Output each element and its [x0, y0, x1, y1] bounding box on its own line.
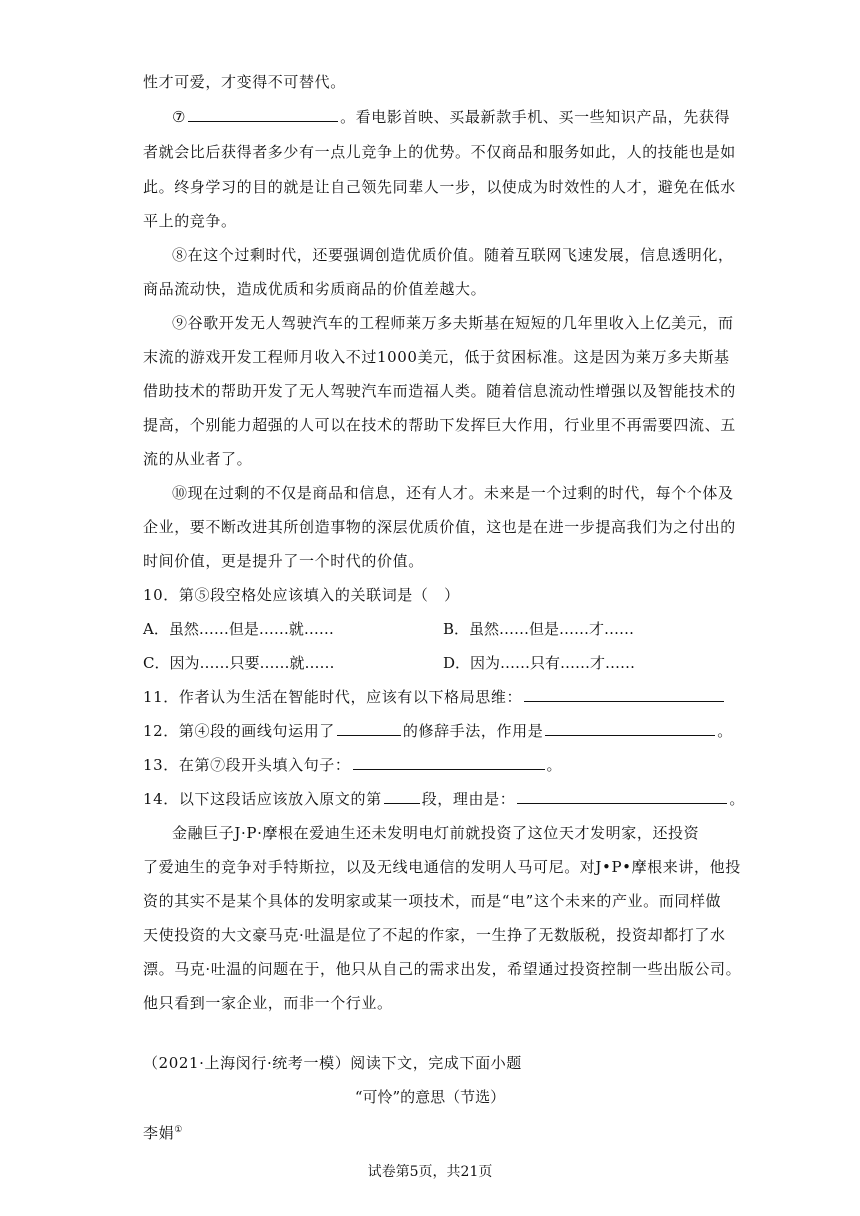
author-name: 李娟	[143, 1124, 175, 1142]
option-d[interactable]: D．因为……只有……才……	[443, 654, 636, 672]
answer-blank-q14-reason[interactable]	[517, 789, 727, 804]
paragraph-9-line-1: ⑨谷歌开发无人驾驶汽车的工程师莱万多夫斯基在短短的几年里收入上亿美元，而	[172, 314, 734, 332]
question-end: 。	[546, 756, 563, 774]
paragraph-8-line-1: ⑧在这个过剩时代，还要强调创造优质价值。随着互联网飞速发展，信息透明化，	[172, 246, 734, 264]
section-title: “可怜”的意思（节选）	[354, 1088, 506, 1106]
insert-passage-line-6: 他只看到一家企业，而非一个行业。	[143, 994, 393, 1012]
paragraph-7-line-2: 者就会比后获得者多少有一点儿竞争上的优势。不仅商品和服务如此，人的技能也是如	[143, 143, 736, 161]
question-text: 14．以下这段话应该放入原文的第	[143, 790, 382, 808]
option-b[interactable]: B．虽然……但是……才……	[443, 620, 635, 638]
section-author	[143, 1120, 183, 1143]
question-10: 10．第⑤段空格处应该填入的关联词是（ ）	[143, 586, 460, 604]
paragraph-7-line-4: 平上的竞争。	[143, 212, 237, 230]
answer-blank-q12-effect[interactable]	[545, 721, 715, 736]
insert-passage-line-5: 漂。马克·吐温的问题在于，他只从自己的需求出发，希望通过投资控制一些出版公司。	[143, 960, 742, 978]
paragraph-7-line-1	[172, 107, 730, 127]
paragraph-number: ⑦	[172, 108, 187, 126]
paragraph-9-line-3: 借助技术的帮助开发了无人驾驶汽车而造福人类。随着信息流动性增强以及智能技术的	[143, 382, 736, 400]
insert-passage-line-1: 金融巨子J·P·摩根在爱迪生还未发明电灯前就投资了这位天才发明家，还投资	[172, 824, 700, 842]
paragraph-text: 。看电影首映、买最新款手机、买一些知识产品，先获得	[340, 108, 731, 126]
option-c[interactable]: C．因为……只要……就……	[143, 654, 335, 672]
insert-passage-line-3: 资的其实不是某个具体的发明家或某一项技术，而是“电”这个未来的产业。而同样做	[143, 892, 722, 910]
question-13	[143, 755, 562, 775]
insert-passage-line-2: 了爱迪生的竞争对手特斯拉，以及无线电通信的发明人马可尼。对J•P•摩根来讲，他投	[143, 858, 741, 876]
paragraph-10-line-3: 时间价值，更是提升了一个时代的价值。	[143, 552, 424, 570]
option-a[interactable]: A．虽然……但是……就……	[143, 620, 334, 638]
insert-passage-line-4: 天使投资的大文豪马克·吐温是位了不起的作家，一生挣了无数版税，投资却都打了水	[143, 926, 726, 944]
page-footer: 试卷第5页，共21页	[367, 1164, 493, 1180]
paragraph-10-line-1: ⑩现在过剩的不仅是商品和信息，还有人才。未来是一个过剩的时代，每个个体及	[172, 484, 734, 502]
answer-blank-q12-rhetoric[interactable]	[337, 721, 401, 736]
question-14	[143, 789, 745, 809]
author-footnote-mark: ①	[174, 1125, 183, 1135]
question-text: 12．第④段的画线句运用了	[143, 722, 335, 740]
paragraph-6-tail: 性才可爱，才变得不可替代。	[143, 73, 346, 91]
answer-blank-p7	[188, 107, 338, 122]
question-11	[143, 687, 726, 707]
paragraph-9-line-5: 流的从业者了。	[143, 450, 253, 468]
question-text: 段，理由是：	[421, 790, 516, 808]
paragraph-7-line-3: 此。终身学习的目的就是让自己领先同辈人一步，以使成为时效性的人才，避免在低水	[143, 178, 736, 196]
paragraph-9-line-2: 末流的游戏开发工程师月收入不过1000美元，低于贫困标准。这是因为莱万多夫斯基	[143, 348, 730, 366]
answer-blank-q11[interactable]	[524, 687, 724, 702]
paragraph-9-line-4: 提高，个别能力超强的人可以在技术的帮助下发挥巨大作用，行业里不再需要四流、五	[143, 416, 736, 434]
paragraph-10-line-2: 企业，要不断改进其所创造事物的深层优质价值，这也是在进一步提高我们为之付出的	[143, 518, 736, 536]
question-text: 的修辞手法，作用是	[402, 722, 544, 740]
section-source: （2021·上海闵行·统考一模）阅读下文，完成下面小题	[143, 1054, 522, 1072]
question-end: 。	[717, 722, 733, 740]
question-text: 13．在第⑦段开头填入句子：	[143, 756, 351, 774]
paragraph-8-line-2: 商品流动快，造成优质和劣质商品的价值差越大。	[143, 280, 487, 298]
question-text: 11．作者认为生活在智能时代，应该有以下格局思维：	[143, 688, 523, 706]
answer-blank-q13[interactable]	[353, 755, 545, 770]
question-12	[143, 721, 733, 741]
answer-blank-q14-paragraph[interactable]	[384, 789, 420, 804]
question-end: 。	[729, 790, 745, 808]
